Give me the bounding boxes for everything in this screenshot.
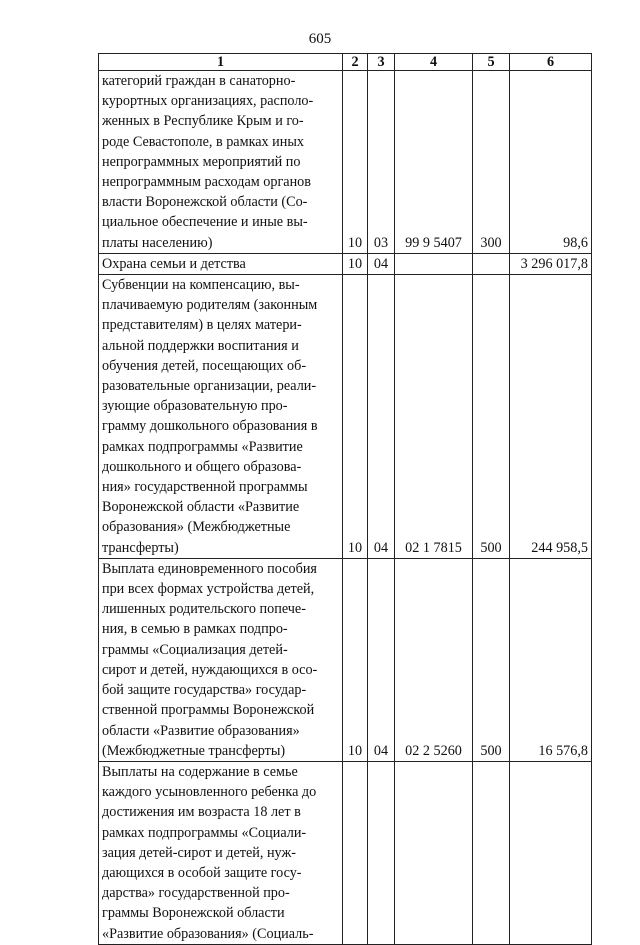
row-amount	[510, 761, 592, 944]
row-name: Выплаты на содержание в семье каждого усыновленного ребенка до достижения им возраста 18 лет в рамках подпрограммы «Социали- зация детей-сирот и детей, нуж- дающихся в особой защите госу- дарства» государственной про- граммы Воронежской области «Развитие образования» (Социаль-	[99, 761, 343, 944]
table-row	[99, 558, 592, 761]
row-expense-type: 500	[473, 275, 510, 559]
header-col-2: 2	[343, 54, 368, 71]
table-row	[99, 253, 592, 274]
row-amount: 3 296 017,8	[510, 253, 592, 274]
row-section	[343, 761, 368, 944]
row-name: Охрана семьи и детства	[99, 253, 343, 274]
row-target-code: 02 1 7815	[395, 275, 473, 559]
row-subsection: 04	[368, 558, 395, 761]
row-amount: 244 958,5	[510, 275, 592, 559]
row-section: 10	[343, 253, 368, 274]
row-name: Выплата единовременного пособия при всех формах устройства детей, лишенных родительского попече- ния, в семью в рамках подпро- граммы «Социализация детей- сирот и детей, нуждающихся в осо- бой защите государства» государ- ственной программы Воронежской области «Развитие образования» (Межбюджетные трансферты)	[99, 558, 343, 761]
page-number: 605	[308, 31, 332, 47]
row-expense-type	[473, 761, 510, 944]
header-row	[99, 54, 592, 71]
table-row	[99, 761, 592, 944]
row-amount: 16 576,8	[510, 558, 592, 761]
row-expense-type: 300	[473, 71, 510, 254]
row-name: категорий граждан в санаторно- курортных организациях, располо- женных в Республике Крым и го- роде Севастополе, в рамках иных непрограммных мероприятий по непрограммным расходам органов власти Воронежской области (Со- циальное обеспечение и иные вы- платы населению)	[99, 71, 343, 254]
row-expense-type	[473, 253, 510, 274]
row-name: Субвенции на компенсацию, вы- плачиваемую родителям (законным представителям) в целях матери- альной поддержки воспитания и обучения детей, посещающих об- разовательные организации, реали- зующие образовательную про- грамму дошкольного образования в рамках подпрограммы «Развитие дошкольного и общего образова- ния» государственной программы Воронежской области «Развитие образования» (Межбюджетные трансферты)	[99, 275, 343, 559]
header-col-1: 1	[99, 54, 343, 71]
table-row	[99, 275, 592, 559]
row-section: 10	[343, 275, 368, 559]
row-target-code	[395, 253, 473, 274]
row-section: 10	[343, 71, 368, 254]
budget-table	[98, 53, 592, 945]
row-subsection: 04	[368, 275, 395, 559]
header-col-3: 3	[368, 54, 395, 71]
row-subsection: 03	[368, 71, 395, 254]
header-col-4: 4	[395, 54, 473, 71]
header-col-6: 6	[510, 54, 592, 71]
row-target-code: 99 9 5407	[395, 71, 473, 254]
row-amount: 98,6	[510, 71, 592, 254]
header-col-5: 5	[473, 54, 510, 71]
row-section: 10	[343, 558, 368, 761]
row-subsection: 04	[368, 253, 395, 274]
row-target-code: 02 2 5260	[395, 558, 473, 761]
row-target-code	[395, 761, 473, 944]
table-row	[99, 71, 592, 254]
row-subsection	[368, 761, 395, 944]
row-expense-type: 500	[473, 558, 510, 761]
